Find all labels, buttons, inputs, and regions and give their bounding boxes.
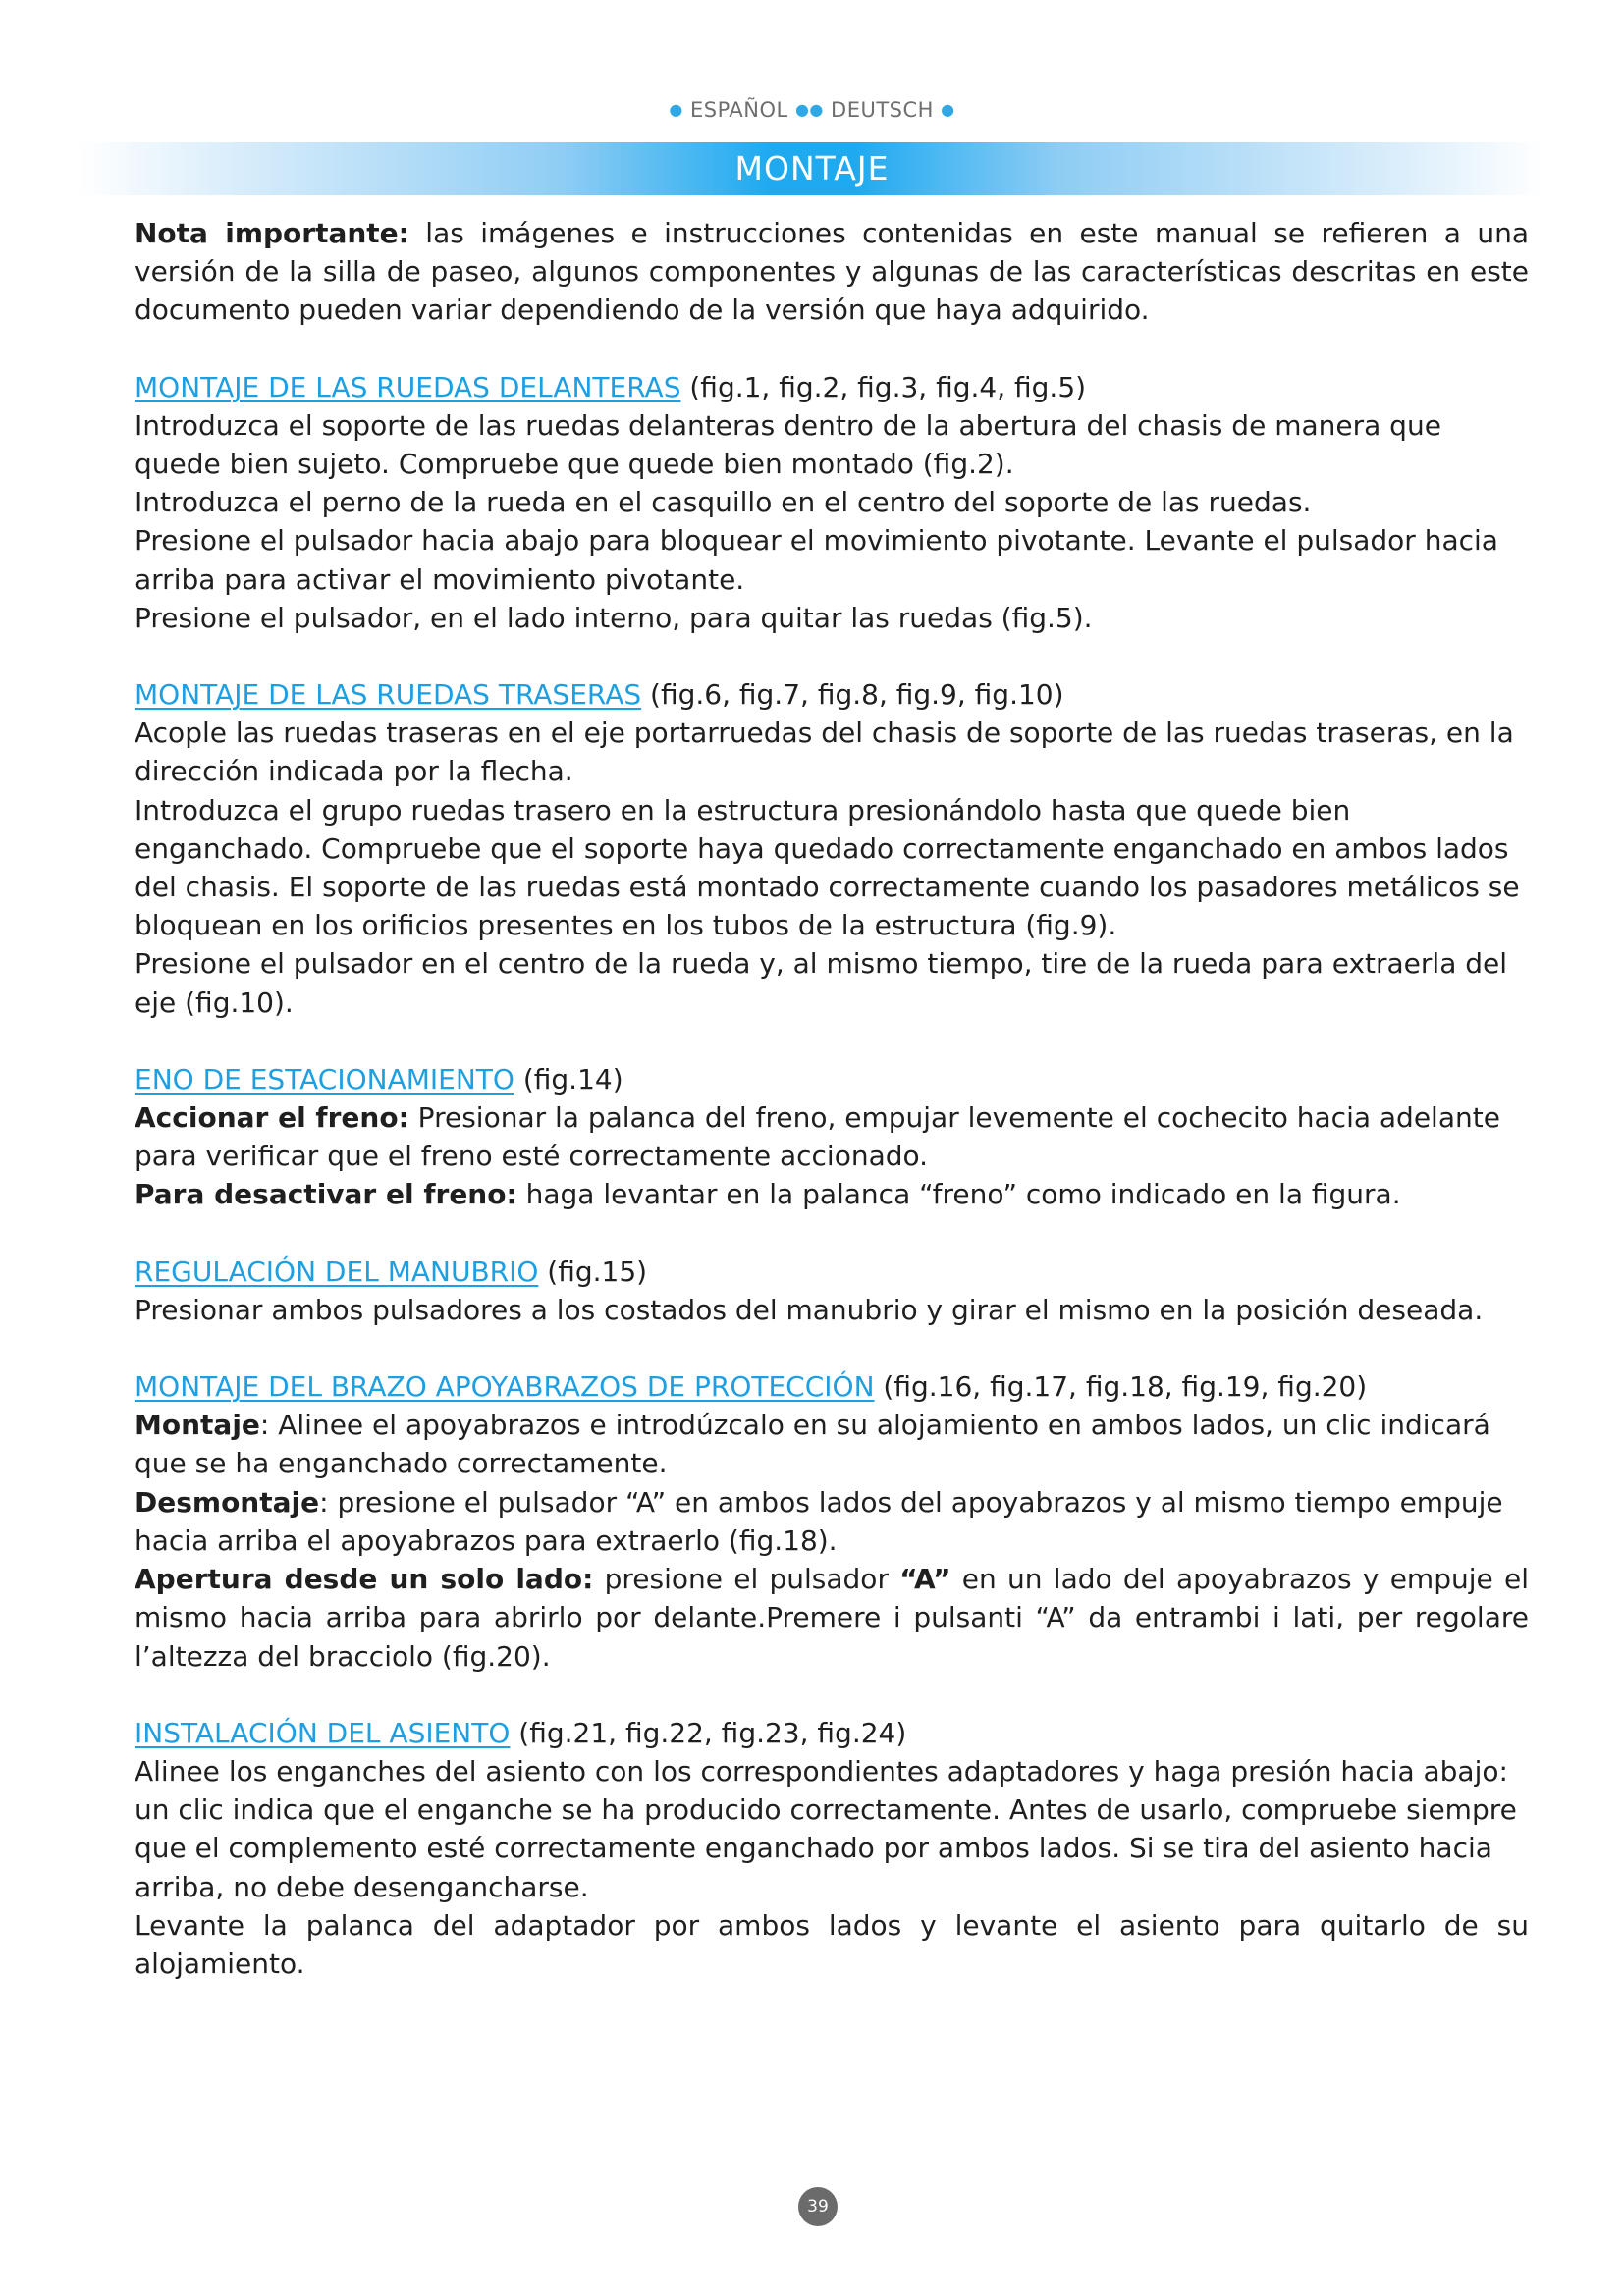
paragraph-text: en un lado del apoyabrazos y empuje el mismo hacia arriba para abrirlo por delante.Premere i pulsanti “A” da entrambi i lati, per regolare l’altezza del bracciolo (fig.20). bbox=[135, 1563, 1529, 1673]
figure-refs: (fig.21, fig.22, fig.23, fig.24) bbox=[510, 1716, 907, 1749]
figure-refs: (fig.1, fig.2, fig.3, fig.4, fig.5) bbox=[680, 370, 1087, 403]
paragraph-text: : Alinee el apoyabrazos e introdúzcalo en su alojamiento en ambos lados, un clic indicará que se ha enganchado correctamente. bbox=[135, 1409, 1490, 1480]
paragraph bbox=[135, 1406, 1529, 1482]
page-number: 39 bbox=[798, 2187, 838, 2226]
paragraph: Introduzca el perno de la rueda en el casquillo en el centro del soporte de las ruedas. bbox=[135, 486, 1312, 519]
section-heading: ENO DE ESTACIONAMIENTO bbox=[135, 1062, 514, 1095]
paragraph-text: haga levantar en la palanca “freno” como indicado en la figura. bbox=[516, 1178, 1401, 1211]
section-heading: MONTAJE DEL BRAZO APOYABRAZOS DE PROTECCIÓN bbox=[135, 1370, 875, 1404]
bullet-icon: ●● bbox=[794, 100, 824, 119]
paragraph: Alinee los enganches del asiento con los correspondientes adaptadores y haga presión hacia abajo: un clic indica que el enganche se ha producido correctamente. Antes de usarlo, compruebe siempre que el complemento esté correctamente enganchado por ambos lados. Si se tira del asiento hacia arriba, no debe desengancharse. bbox=[135, 1754, 1517, 1903]
paragraph-text: : presione el pulsador “A” en ambos lados del apoyabrazos y al mismo tiempo empuje hacia arriba el apoyabrazos para extraerlo (fig.18). bbox=[135, 1485, 1503, 1557]
section-heading: MONTAJE DE LAS RUEDAS TRASERAS bbox=[135, 678, 642, 712]
paragraph: Levante la palanca del adaptador por ambos lados y levante el asiento para quitarlo de su alojamiento. bbox=[135, 1908, 1529, 1980]
section-seat bbox=[135, 1714, 1529, 1983]
bold-label: Accionar el freno: bbox=[135, 1101, 409, 1135]
section-armrest bbox=[135, 1367, 1529, 1676]
section-heading-line bbox=[135, 675, 1529, 714]
bullet-icon: ● bbox=[669, 100, 683, 119]
bold-label: Apertura desde un solo lado: bbox=[135, 1563, 594, 1596]
section-handlebar bbox=[135, 1253, 1529, 1329]
figure-refs: (fig.16, fig.17, fig.18, fig.19, fig.20) bbox=[874, 1370, 1368, 1404]
bold-label: Desmontaje bbox=[135, 1485, 320, 1519]
paragraph: Introduzca el grupo ruedas trasero en la estructura presionándolo hasta que quede bien enganchado. Compruebe que el soporte haya quedado correctamente enganchado en ambos lados del chasis. El soporte de las ruedas está montado correctamente cuando los pasadores metálicos se bloquean en los orificios presentes en los tubos de la estructura (fig.9). bbox=[135, 793, 1520, 942]
page-title: MONTAJE bbox=[734, 149, 890, 187]
paragraph: Presione el pulsador hacia abajo para bloquear el movimiento pivotante. Levante el pulsador hacia arriba para activar el movimiento pivotante. bbox=[135, 524, 1498, 596]
paragraph bbox=[135, 1175, 1529, 1213]
section-front-wheels bbox=[135, 368, 1529, 637]
bold-label: Para desactivar el freno: bbox=[135, 1178, 517, 1211]
section-parking-brake bbox=[135, 1060, 1529, 1214]
section-heading: MONTAJE DE LAS RUEDAS DELANTERAS bbox=[135, 370, 681, 403]
bullet-icon: ● bbox=[941, 100, 955, 119]
language-espanol: ESPAÑOL bbox=[690, 98, 788, 122]
language-indicator bbox=[0, 98, 1624, 122]
language-deutsch: DEUTSCH bbox=[831, 98, 934, 122]
document-body bbox=[135, 214, 1529, 1983]
paragraph bbox=[135, 1098, 1529, 1175]
figure-refs: (fig.14) bbox=[514, 1062, 623, 1095]
section-heading-line bbox=[135, 1714, 1529, 1752]
paragraph-text: presione el pulsador bbox=[593, 1563, 900, 1596]
section-heading: INSTALACIÓN DEL ASIENTO bbox=[135, 1716, 511, 1749]
section-heading-line bbox=[135, 368, 1529, 406]
section-heading: REGULACIÓN DEL MANUBRIO bbox=[135, 1255, 539, 1288]
figure-refs: (fig.6, fig.7, fig.8, fig.9, fig.10) bbox=[641, 678, 1064, 712]
paragraph: Presionar ambos pulsadores a los costados del manubrio y girar el mismo en la posición deseada. bbox=[135, 1293, 1484, 1326]
section-heading-line bbox=[135, 1367, 1529, 1406]
paragraph: Acople las ruedas traseras en el eje portarruedas del chasis de soporte de las ruedas traseras, en la dirección indicada por la flecha. bbox=[135, 717, 1514, 788]
paragraph-text: Presionar la palanca del freno, empujar levemente el cochecito hacia adelante para verificar que el freno esté correctamente accionado. bbox=[135, 1101, 1500, 1173]
figure-refs: (fig.15) bbox=[538, 1255, 648, 1288]
paragraph: Introduzca el soporte de las ruedas delanteras dentro de la abertura del chasis de manera que quede bien sujeto. Compruebe que quede bien montado (fig.2). bbox=[135, 408, 1441, 481]
note-label: Nota importante: bbox=[135, 217, 409, 249]
paragraph bbox=[135, 1483, 1529, 1560]
paragraph: Presione el pulsador en el centro de la rueda y, al mismo tiempo, tire de la rueda para extraerla del eje (fig.10). bbox=[135, 947, 1508, 1019]
bold-label: Montaje bbox=[135, 1409, 260, 1442]
paragraph: Presione el pulsador, en el lado interno, para quitar las ruedas (fig.5). bbox=[135, 601, 1093, 634]
note-text: las imágenes e instrucciones contenidas en este manual se refieren a una versión de la silla de paseo, algunos componentes y algunas de las características descritas en este documento pueden variar dependiendo de la versión que haya adquirido. bbox=[135, 217, 1530, 327]
bold-label: “A” bbox=[899, 1563, 951, 1596]
important-note bbox=[135, 214, 1529, 330]
section-heading-line bbox=[135, 1253, 1529, 1291]
paragraph bbox=[135, 1560, 1529, 1676]
section-heading-line bbox=[135, 1060, 1529, 1098]
section-rear-wheels bbox=[135, 675, 1529, 1022]
